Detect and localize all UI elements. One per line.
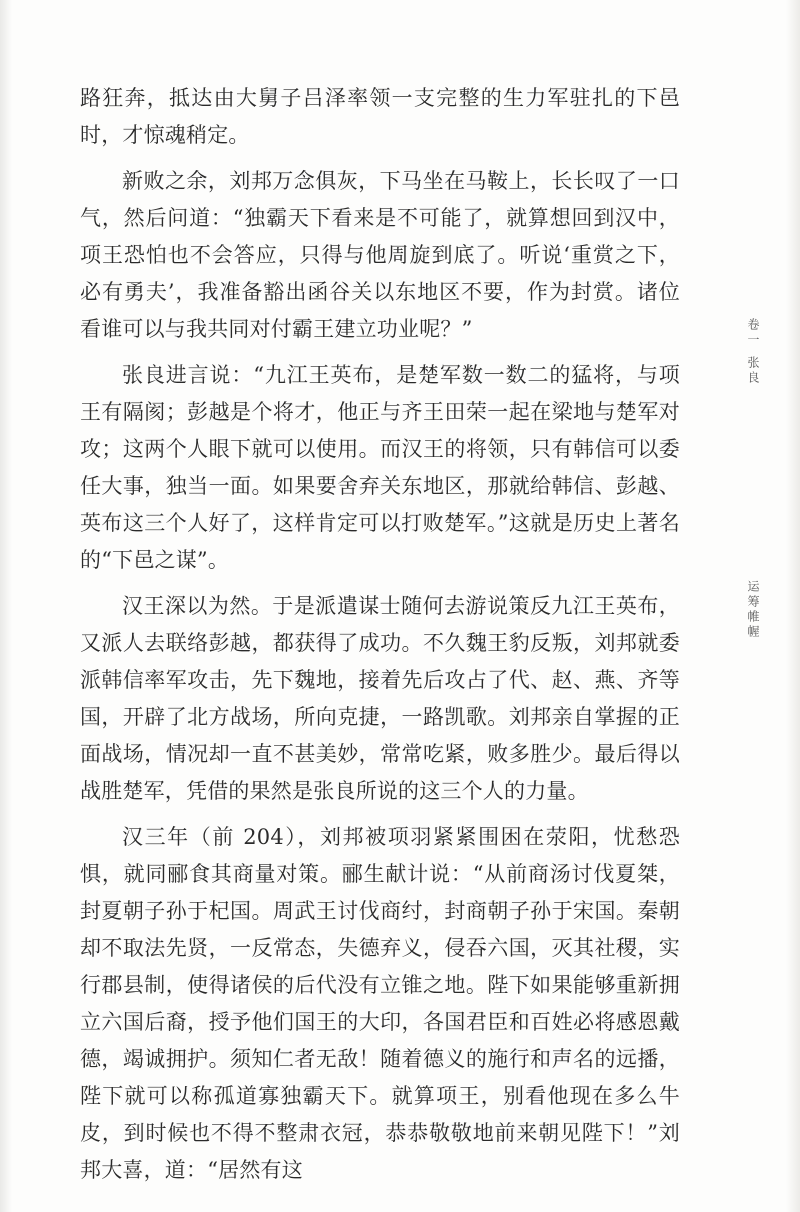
paragraph-4: 汉王深以为然。于是派遣谋士随何去游说策反九江王英布，又派人去联络彭越，都获得了成功。不久魏王豹反叛，刘邦就委派韩信率军攻击，先下魏地，接着先后攻占了代、赵、燕、齐等国，开辟了北方战场，所向克捷，一路凯歌。刘邦亲自掌握的正面战场，情况却一直不甚美妙，常常吃紧，败多胜少。最后得以战胜楚军，凭借的果然是张良所说的这三个人的力量。 bbox=[80, 594, 680, 803]
page-right-edge-shadow bbox=[786, 0, 800, 1212]
running-head-volume: 卷一 bbox=[746, 318, 760, 348]
running-head-theme: 运筹帷幄 bbox=[746, 580, 760, 640]
running-head-chapter: 张良 bbox=[746, 356, 760, 386]
body-text bbox=[80, 80, 680, 1198]
paragraph-1: 路狂奔，抵达由大舅子吕泽率领一支完整的生力军驻扎的下邑时，才惊魂稍定。 bbox=[80, 86, 680, 147]
paragraph-5: 汉三年（前 204），刘邦被项羽紧紧围困在荥阳，忧愁恐惧，就同郦食其商量对策。郦生献计说：“从前商汤讨伐夏桀，封夏朝子孙于杞国。周武王讨伐商纣，封商朝子孙于宋国。秦朝却不取法先贤，一反常态，失德弃义，侵吞六国，灭其社稷，实行郡县制，使得诸侯的后代没有立锥之地。陛下如果能够重新拥立六国后裔，授予他们国王的大印，各国君臣和百姓必将感恩戴德，竭诚拥护。须知仁者无敌！随着德义的施行和声名的远播，陛下就可以称孤道寡独霸天下。就算项王，别看他现在多么牛皮，到时候也不得不整肃衣冠，恭恭敬敬地前来朝见陛下！”刘邦大喜，道：“居然有这 bbox=[80, 825, 680, 1182]
paragraph-3: 张良进言说：“九江王英布，是楚军数一数二的猛将，与项王有隔阂；彭越是个将才，他正与齐王田荣一起在梁地与楚军对攻；这两个人眼下就可以使用。而汉王的将领，只有韩信可以委任大事，独当一面。如果要舍弃关东地区，那就给韩信、彭越、英布这三个人好了，这样肯定可以打败楚军。”这就是历史上著名的“下邑之谋”。 bbox=[80, 363, 680, 572]
page-left-edge-shadow bbox=[0, 0, 12, 1212]
paragraph-2: 新败之余，刘邦万念俱灰，下马坐在马鞍上，长长叹了一口气，然后问道：“独霸天下看来是不可能了，就算想回到汉中，项王恐怕也不会答应，只得与他周旋到底了。听说‘重赏之下，必有勇夫’，我准备豁出函谷关以东地区不要，作为封赏。诸位看谁可以与我共同对付霸王建立功业呢？” bbox=[80, 169, 680, 341]
